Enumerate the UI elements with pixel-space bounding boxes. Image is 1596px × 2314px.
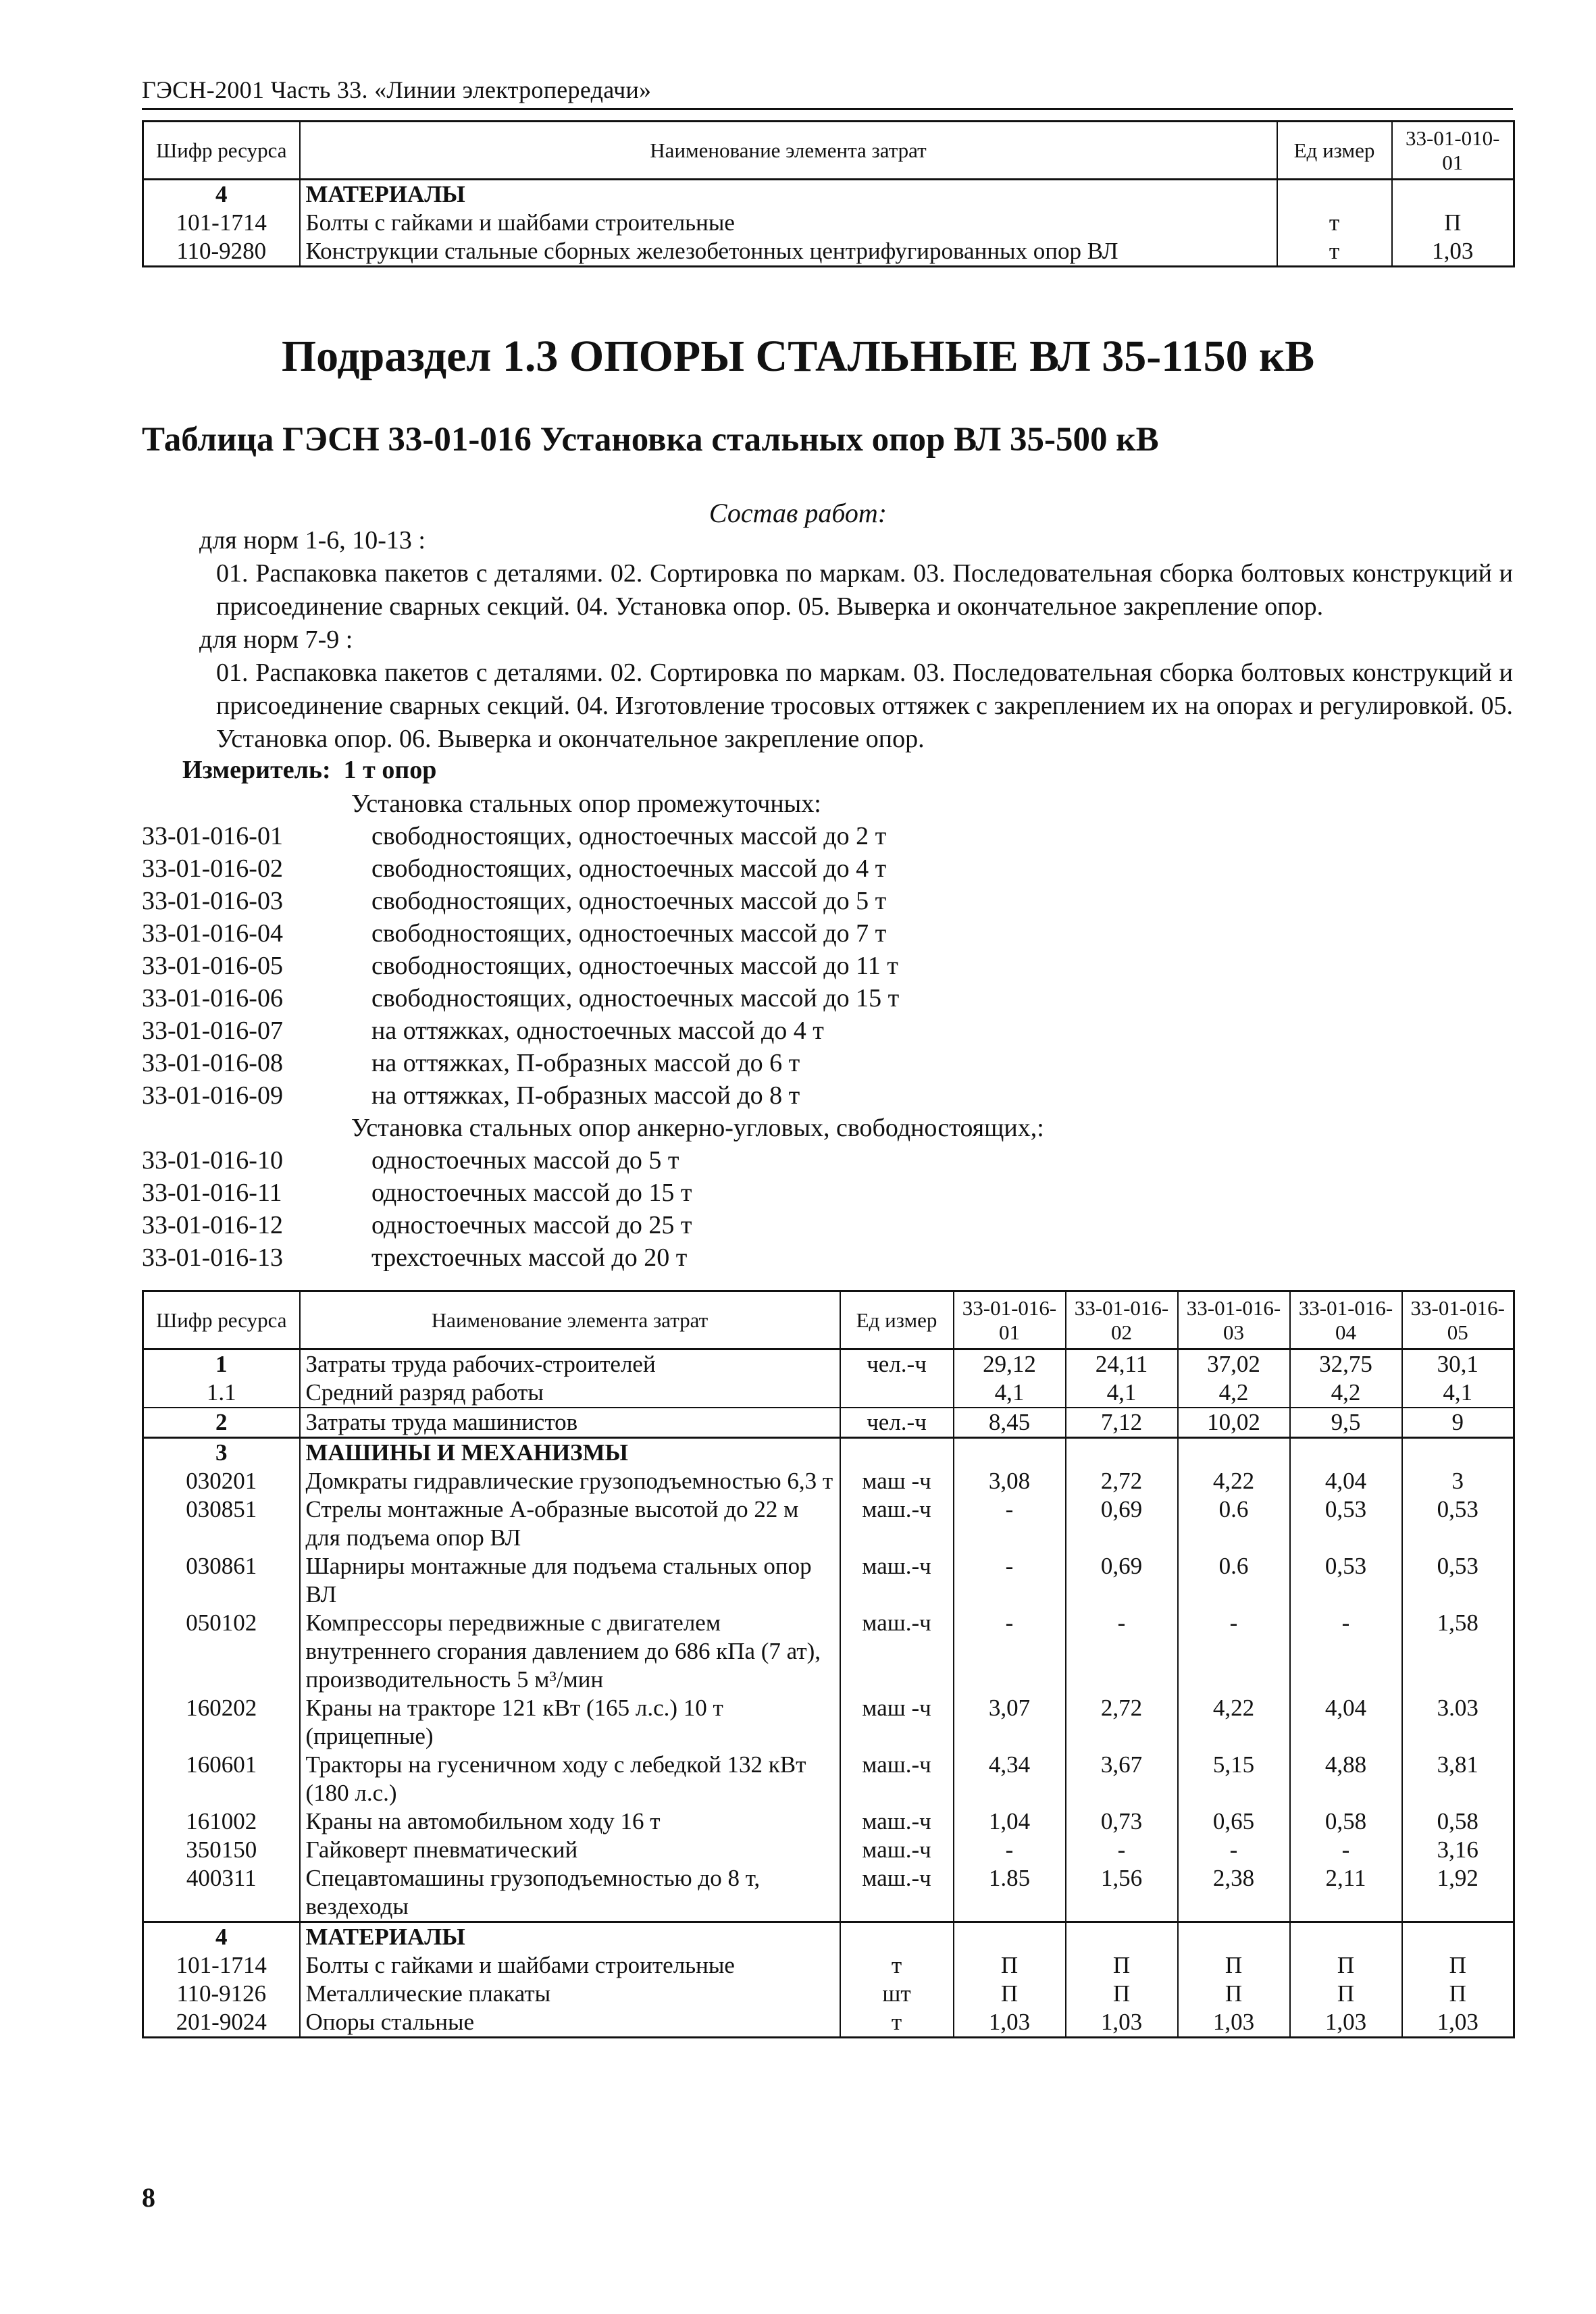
- norm-code: 33-01-016-04: [142, 919, 283, 948]
- row-value: 1,58: [1402, 1609, 1514, 1694]
- row-unit: маш.-ч: [840, 1552, 954, 1609]
- row-unit: маш.-ч: [840, 1864, 954, 1922]
- row-unit: т: [840, 1951, 954, 1980]
- row-value: 5,15: [1178, 1751, 1290, 1807]
- norm-group-label: для норм 7-9 :: [199, 625, 353, 654]
- row-value: [1066, 1922, 1178, 1952]
- norm-code: 33-01-016-05: [142, 952, 283, 980]
- row-name: МАШИНЫ И МЕХАНИЗМЫ: [300, 1438, 840, 1468]
- row-name: Компрессоры передвижные с двигателем внутреннего сгорания давлением до 686 кПа (7 ат), производительность 5 м³/мин: [300, 1609, 840, 1694]
- row-value: 8,45: [954, 1408, 1066, 1438]
- norm-description: свободностоящих, одностоечных массой до 4 т: [371, 854, 887, 883]
- row-value: 1,03: [1066, 2008, 1178, 2038]
- row-value: [1290, 1438, 1402, 1468]
- row-unit: т: [1277, 237, 1392, 267]
- row-name: Затраты труда машинистов: [300, 1408, 840, 1438]
- row-value: 1,04: [954, 1807, 1066, 1836]
- row-name: МАТЕРИАЛЫ: [300, 180, 1277, 209]
- row-value: 1,56: [1066, 1864, 1178, 1922]
- table-row: [143, 237, 1514, 267]
- row-code: 350150: [143, 1836, 300, 1864]
- row-name: Средний разряд работы: [300, 1379, 840, 1408]
- row-value: 4,04: [1290, 1467, 1402, 1495]
- row-name: Спецавтомашины грузоподъемностью до 8 т, вездеходы: [300, 1864, 840, 1922]
- row-value: 4,88: [1290, 1751, 1402, 1807]
- row-value: 1,92: [1402, 1864, 1514, 1922]
- col-header-norm-02: 33-01-016-02: [1066, 1291, 1178, 1349]
- row-unit: маш.-ч: [840, 1609, 954, 1694]
- row-value: 24,11: [1066, 1349, 1178, 1379]
- row-unit: маш.-ч: [840, 1836, 954, 1864]
- row-name: Конструкции стальные сборных железобетонных центрифугированных опор ВЛ: [300, 237, 1277, 267]
- row-value: 10,02: [1178, 1408, 1290, 1438]
- row-value: 0.6: [1178, 1495, 1290, 1552]
- row-code: 030201: [143, 1467, 300, 1495]
- row-value: 9,5: [1290, 1408, 1402, 1438]
- table-row: [143, 1836, 1514, 1864]
- row-value: П: [1402, 1980, 1514, 2008]
- norm-description: свободностоящих, одностоечных массой до 7 т: [371, 919, 887, 948]
- row-unit: т: [1277, 209, 1392, 237]
- row-code: 1: [143, 1349, 300, 1379]
- row-code: 160601: [143, 1751, 300, 1807]
- norm-item: [142, 917, 1044, 950]
- row-name: Затраты труда рабочих-строителей: [300, 1349, 840, 1379]
- row-value: 0,69: [1066, 1495, 1178, 1552]
- row-code: 110-9126: [143, 1980, 300, 2008]
- row-unit: [1277, 180, 1392, 209]
- norm-code: 33-01-016-12: [142, 1211, 283, 1239]
- row-value: 0,53: [1402, 1495, 1514, 1552]
- row-value: [1066, 1438, 1178, 1468]
- row-value: 2,11: [1290, 1864, 1402, 1922]
- norm-description: свободностоящих, одностоечных массой до 5 т: [371, 887, 887, 915]
- row-value: 37,02: [1178, 1349, 1290, 1379]
- work-composition-heading: Состав работ:: [709, 498, 887, 528]
- row-value: -: [1178, 1836, 1290, 1864]
- row-value: 0.6: [1178, 1552, 1290, 1609]
- row-value: 29,12: [954, 1349, 1066, 1379]
- row-value: П: [1066, 1951, 1178, 1980]
- row-value: 4,22: [1178, 1467, 1290, 1495]
- row-code: 4: [143, 180, 300, 209]
- col-header-norm-04: 33-01-016-04: [1290, 1291, 1402, 1349]
- row-value: 1,03: [954, 2008, 1066, 2038]
- page-number: 8: [142, 2182, 155, 2213]
- table-row: [143, 209, 1514, 237]
- norm-description: трехстоечных массой до 20 т: [371, 1243, 688, 1272]
- norm-item: [142, 982, 1044, 1014]
- row-value: 3,07: [954, 1694, 1066, 1751]
- col-header-code: Шифр ресурса: [143, 1291, 300, 1349]
- norm-code: 33-01-016-06: [142, 984, 283, 1012]
- table-row: [143, 1751, 1514, 1807]
- row-name: МАТЕРИАЛЫ: [300, 1922, 840, 1952]
- table-row: [143, 1609, 1514, 1694]
- row-value: 3,08: [954, 1467, 1066, 1495]
- row-code: 110-9280: [143, 237, 300, 267]
- row-name: Опоры стальные: [300, 2008, 840, 2038]
- col-header-unit: Ед измер: [1277, 122, 1392, 180]
- row-value: 1,03: [1290, 2008, 1402, 2038]
- row-value: 3,16: [1402, 1836, 1514, 1864]
- row-value: [954, 1438, 1066, 1468]
- row-value: [1178, 1922, 1290, 1952]
- row-value: 9: [1402, 1408, 1514, 1438]
- table-row: [143, 1438, 1514, 1468]
- table-row: [143, 1408, 1514, 1438]
- norm-description: одностоечных массой до 15 т: [371, 1179, 692, 1207]
- col-header-unit: Ед измер: [840, 1291, 954, 1349]
- row-unit: шт: [840, 1980, 954, 2008]
- row-name: Краны на автомобильном ходу 16 т: [300, 1807, 840, 1836]
- main-resource-table: [142, 1290, 1515, 2038]
- table-row: [143, 1495, 1514, 1552]
- norm-group-label: для норм 1-6, 10-13 :: [199, 526, 426, 555]
- row-code: 400311: [143, 1864, 300, 1922]
- row-code: 4: [143, 1922, 300, 1952]
- col-header-norm-05: 33-01-016-05: [1402, 1291, 1514, 1349]
- norm-item: [142, 1047, 1044, 1079]
- row-value: [1178, 1438, 1290, 1468]
- table-row: [143, 1552, 1514, 1609]
- col-header-norm-01: 33-01-016-01: [954, 1291, 1066, 1349]
- row-value: -: [1290, 1836, 1402, 1864]
- row-value: [1402, 1922, 1514, 1952]
- row-value: -: [954, 1836, 1066, 1864]
- table-row: [143, 2008, 1514, 2038]
- row-value: -: [1290, 1609, 1402, 1694]
- norm-description: свободностоящих, одностоечных массой до 15 т: [371, 984, 900, 1012]
- row-value: 3: [1402, 1467, 1514, 1495]
- row-value: 2,72: [1066, 1467, 1178, 1495]
- measure-label: Измеритель:: [182, 756, 331, 784]
- row-value: 7,12: [1066, 1408, 1178, 1438]
- norm-item: [142, 1177, 1044, 1209]
- norms-list: [142, 788, 1044, 1274]
- row-name: Стрелы монтажные А-образные высотой до 22 м для подъема опор ВЛ: [300, 1495, 840, 1552]
- row-value: 32,75: [1290, 1349, 1402, 1379]
- col-header-name: Наименование элемента затрат: [300, 1291, 840, 1349]
- row-code: 160202: [143, 1694, 300, 1751]
- norm-description: на оттяжках, одностоечных массой до 4 т: [371, 1017, 824, 1045]
- row-value: 4,1: [954, 1379, 1066, 1408]
- row-value: 1,03: [1178, 2008, 1290, 2038]
- row-value: П: [1178, 1980, 1290, 2008]
- norm-item: [142, 950, 1044, 982]
- table-row: [143, 1349, 1514, 1379]
- norm-group-title: Установка стальных опор анкерно-угловых, свободностоящих,:: [351, 1114, 1044, 1142]
- measure-line: [182, 755, 436, 785]
- row-value: 3,81: [1402, 1751, 1514, 1807]
- measure-value: 1 т опор: [343, 756, 437, 784]
- row-value: [1290, 1922, 1402, 1952]
- norm-item: [142, 852, 1044, 885]
- row-value: 4,34: [954, 1751, 1066, 1807]
- header-rule: [142, 108, 1513, 110]
- work-composition-text: [142, 657, 1513, 756]
- row-value: П: [954, 1951, 1066, 1980]
- row-value: 0,58: [1402, 1807, 1514, 1836]
- norm-item: [142, 1209, 1044, 1241]
- row-value: 2,38: [1178, 1864, 1290, 1922]
- row-value: П: [1178, 1951, 1290, 1980]
- norm-description: на оттяжках, П-образных массой до 6 т: [371, 1049, 800, 1077]
- row-value: 4,22: [1178, 1694, 1290, 1751]
- norm-code: 33-01-016-07: [142, 1017, 283, 1045]
- row-value: 4,2: [1178, 1379, 1290, 1408]
- norm-item: [142, 885, 1044, 917]
- row-unit: [840, 1379, 954, 1408]
- col-header-name: Наименование элемента затрат: [300, 122, 1277, 180]
- top-resource-table: [142, 120, 1515, 267]
- norm-description: на оттяжках, П-образных массой до 8 т: [371, 1081, 800, 1110]
- col-header-norm: 33-01-010-01: [1392, 122, 1514, 180]
- row-value: 0,69: [1066, 1552, 1178, 1609]
- row-unit: [840, 1438, 954, 1468]
- row-unit: чел.-ч: [840, 1408, 954, 1438]
- norm-code: 33-01-016-09: [142, 1081, 283, 1110]
- row-code: 030851: [143, 1495, 300, 1552]
- norm-code: 33-01-016-03: [142, 887, 283, 915]
- table-row: [143, 180, 1514, 209]
- row-value: 3.03: [1402, 1694, 1514, 1751]
- work-text-1: 01. Распаковка пакетов с деталями. 02. Сортировка по маркам. 03. Последовательная сборка болтовых конструкций и присоединение сварных секций. 04. Установка опор. 05. Выверка и окончательное закрепление опор.: [216, 559, 1513, 621]
- table-title: Таблица ГЭСН 33-01-016 Установка стальных опор ВЛ 35-500 кВ: [142, 421, 1159, 459]
- row-unit: маш.-ч: [840, 1495, 954, 1552]
- row-value: [1392, 180, 1514, 209]
- row-code: 161002: [143, 1807, 300, 1836]
- row-name: Болты с гайками и шайбами строительные: [300, 209, 1277, 237]
- norm-description: свободностоящих, одностоечных массой до 2 т: [371, 822, 887, 850]
- row-code: 1.1: [143, 1379, 300, 1408]
- section-title: Подраздел 1.3 ОПОРЫ СТАЛЬНЫЕ ВЛ 35-1150 кВ: [281, 332, 1315, 381]
- norm-code: 33-01-016-10: [142, 1146, 283, 1175]
- work-composition-text: [142, 557, 1513, 623]
- row-value: -: [1066, 1836, 1178, 1864]
- col-header-norm-03: 33-01-016-03: [1178, 1291, 1290, 1349]
- row-value: 0,53: [1290, 1552, 1402, 1609]
- table-row: [143, 1951, 1514, 1980]
- row-unit: маш -ч: [840, 1467, 954, 1495]
- table-row: [143, 1807, 1514, 1836]
- row-value: 1.85: [954, 1864, 1066, 1922]
- row-value: 4,2: [1290, 1379, 1402, 1408]
- table-row: [143, 1467, 1514, 1495]
- norm-code: 33-01-016-08: [142, 1049, 283, 1077]
- row-value: П: [1066, 1980, 1178, 2008]
- table-row: [143, 1379, 1514, 1408]
- norm-item: [142, 1014, 1044, 1047]
- norm-code: 33-01-016-02: [142, 854, 283, 883]
- row-value: 1,03: [1392, 237, 1514, 267]
- norm-group-title: Установка стальных опор промежуточных:: [351, 790, 821, 818]
- table-row: [143, 1980, 1514, 2008]
- row-name: Гайковерт пневматический: [300, 1836, 840, 1864]
- norm-description: одностоечных массой до 5 т: [371, 1146, 679, 1175]
- norm-code: 33-01-016-11: [142, 1179, 282, 1207]
- work-composition: [142, 524, 1513, 756]
- table-row: [143, 1694, 1514, 1751]
- row-code: 050102: [143, 1609, 300, 1694]
- row-name: Тракторы на гусеничном ходу с лебедкой 132 кВт (180 л.с.): [300, 1751, 840, 1807]
- work-text-2: 01. Распаковка пакетов с деталями. 02. Сортировка по маркам. 03. Последовательная сборка болтовых конструкций и присоединение сварных секций. 04. Изготовление тросовых оттяжек с закреплением их на опорах и регулировкой. 05. Установка опор. 06. Выверка и окончательное закрепление опор.: [216, 659, 1513, 753]
- row-unit: чел.-ч: [840, 1349, 954, 1379]
- row-value: 4,04: [1290, 1694, 1402, 1751]
- table-row: [143, 1864, 1514, 1922]
- col-header-code: Шифр ресурса: [143, 122, 300, 180]
- row-value: 0,58: [1290, 1807, 1402, 1836]
- norm-item: [142, 1144, 1044, 1177]
- row-value: П: [1392, 209, 1514, 237]
- row-value: [1402, 1438, 1514, 1468]
- row-value: -: [954, 1552, 1066, 1609]
- norm-description: свободностоящих, одностоечных массой до 11 т: [371, 952, 898, 980]
- row-code: 201-9024: [143, 2008, 300, 2038]
- row-value: 1,03: [1402, 2008, 1514, 2038]
- row-value: 4,1: [1066, 1379, 1178, 1408]
- running-header: ГЭСН-2001 Часть 33. «Линии электропередачи»: [142, 76, 652, 103]
- row-value: -: [1178, 1609, 1290, 1694]
- row-unit: т: [840, 2008, 954, 2038]
- table-row: [143, 1922, 1514, 1952]
- row-value: -: [1066, 1609, 1178, 1694]
- row-value: П: [1290, 1951, 1402, 1980]
- row-value: 0,53: [1290, 1495, 1402, 1552]
- row-value: 3,67: [1066, 1751, 1178, 1807]
- row-unit: маш -ч: [840, 1694, 954, 1751]
- row-unit: [840, 1922, 954, 1952]
- row-value: 30,1: [1402, 1349, 1514, 1379]
- row-value: 4,1: [1402, 1379, 1514, 1408]
- row-value: 2,72: [1066, 1694, 1178, 1751]
- row-value: -: [954, 1609, 1066, 1694]
- row-code: 030861: [143, 1552, 300, 1609]
- row-code: 2: [143, 1408, 300, 1438]
- norm-item: [142, 1079, 1044, 1112]
- norm-item: [142, 1241, 1044, 1274]
- norm-code: 33-01-016-13: [142, 1243, 283, 1272]
- row-value: 0,73: [1066, 1807, 1178, 1836]
- row-code: 3: [143, 1438, 300, 1468]
- row-name: Краны на тракторе 121 кВт (165 л.с.) 10 т (прицепные): [300, 1694, 840, 1751]
- row-name: Домкраты гидравлические грузоподъемностью 6,3 т: [300, 1467, 840, 1495]
- row-value: П: [1402, 1951, 1514, 1980]
- row-value: 0,53: [1402, 1552, 1514, 1609]
- row-name: Шарниры монтажные для подъема стальных опор ВЛ: [300, 1552, 840, 1609]
- row-name: Болты с гайками и шайбами строительные: [300, 1951, 840, 1980]
- row-value: П: [954, 1980, 1066, 2008]
- row-value: П: [1290, 1980, 1402, 2008]
- norm-description: одностоечных массой до 25 т: [371, 1211, 692, 1239]
- row-code: 101-1714: [143, 1951, 300, 1980]
- row-value: -: [954, 1495, 1066, 1552]
- row-code: 101-1714: [143, 209, 300, 237]
- norm-code: 33-01-016-01: [142, 822, 283, 850]
- row-value: [954, 1922, 1066, 1952]
- row-value: 0,65: [1178, 1807, 1290, 1836]
- norm-item: [142, 820, 1044, 852]
- row-unit: маш.-ч: [840, 1751, 954, 1807]
- row-name: Металлические плакаты: [300, 1980, 840, 2008]
- row-unit: маш.-ч: [840, 1807, 954, 1836]
